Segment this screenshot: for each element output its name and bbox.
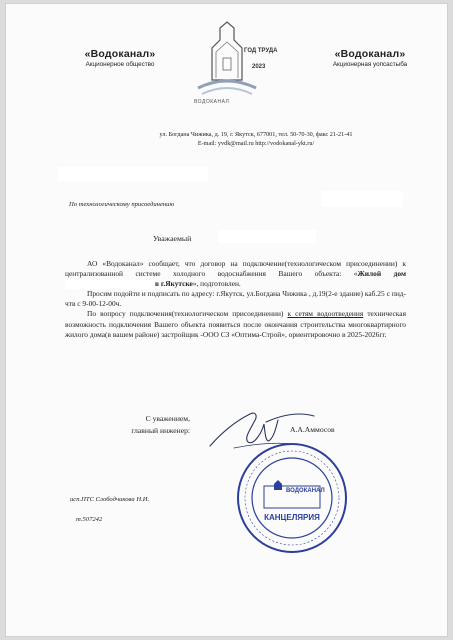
signer-name: А.А.Аммосов [290, 425, 335, 434]
right-org-subtitle: Акционерная уопсастыба [332, 61, 408, 68]
emblem-caption-top: ГОД ТРУДА [244, 48, 278, 54]
letter-sheet [6, 4, 447, 636]
p1-end: », подготовлен. [192, 279, 241, 289]
letter-body [65, 259, 406, 340]
executor-info [70, 490, 149, 530]
address-line: ул. Богдана Чижика, д. 19, г. Якутск, 677001, тел. 50-70-30, факс 21-21-41 [159, 131, 353, 138]
company-contacts [116, 131, 396, 148]
redacted-recipient [58, 167, 208, 181]
left-org-header [60, 48, 180, 68]
left-org-subtitle: Акционерное общество [85, 61, 155, 68]
greeting-text: Уважаемый [153, 234, 192, 243]
signer-position: главный инженер: [131, 426, 190, 435]
redacted-object [65, 280, 155, 289]
signature-block [110, 413, 190, 437]
stamp-center-text: КАНЦЕЛЯРИЯ [264, 513, 320, 522]
p3-start: По вопросу подключения(технологическом присоединении) [87, 309, 288, 319]
emblem-caption-bottom: ВОДОКАНАЛ [194, 99, 230, 105]
stamp-inner-text: ВОДОКАНАЛ [286, 488, 325, 494]
subject-reference: По технологическому присоединению [69, 201, 175, 208]
p3-rest: техническая возможность подключения Вашего объекта появиться после окончания строительства многоквартирного жилого дома(в вашем районе) застройщик -ООО СЗ «Оптима-Строй», ориентировочно в 2025-2026гг. [65, 309, 406, 339]
greeting [153, 234, 191, 243]
paragraph-sewerage [65, 309, 406, 339]
executor-phone: т.507242 [76, 516, 103, 523]
left-org-name: «Водоканал» [84, 48, 156, 60]
right-org-name: «Водоканал» [334, 48, 406, 60]
executor-name: исп.ПТС Слободчикова Н.И. [70, 496, 150, 503]
company-stamp [234, 440, 350, 556]
p1-text: АО «Водоканал» сообщает, что договор на подключение(технологическом присоединении) к централизованной системе холодного водоснабжения Вашего объекта: « [65, 259, 406, 279]
paragraph-visit: Просим подойти и подписать по адресу: г.Якутск, ул.Богдана Чижика , д.19(2-е здание) каб.25 с пнд-чтв с 9-00-12-00ч. [65, 289, 406, 309]
emblem-year: 2023 [252, 64, 266, 70]
redacted-addressee [218, 230, 316, 243]
p1-object-end: в г.Якутске [155, 279, 193, 289]
p3-underline: к сетям водоотведения [287, 309, 364, 319]
closing-text: С уважением, [145, 414, 190, 423]
redacted-date [321, 191, 403, 207]
company-emblem [192, 18, 278, 108]
p1-object-start: Жилой дом [357, 269, 406, 279]
paragraph-contract [65, 259, 406, 289]
contacts-line: E-mail: yvdk@mail.ru http://vodokanal-ykt.ru/ [197, 139, 315, 147]
right-org-header [310, 48, 430, 68]
